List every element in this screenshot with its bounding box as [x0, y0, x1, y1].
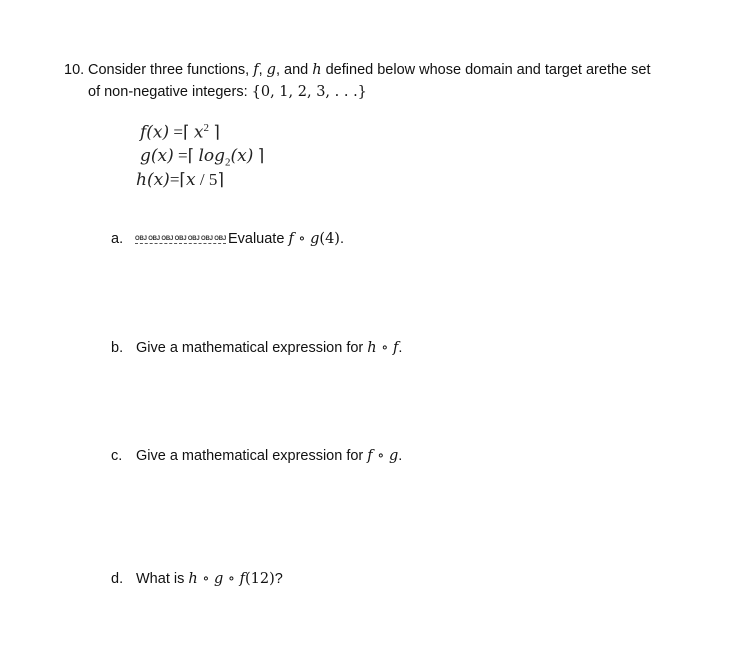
log-operator: log [198, 146, 226, 166]
part-d [136, 571, 283, 587]
definition-g [140, 146, 264, 168]
part-c-letter [111, 448, 122, 464]
argument: (4) [319, 231, 340, 247]
function-f-symbol: f [253, 62, 259, 78]
equals-ceil: =⌈ [173, 146, 199, 165]
function-g-symbol: g [266, 62, 276, 78]
f-exponent: 2 [203, 122, 209, 134]
embedded-object-placeholder[interactable]: OBJ OBJ OBJ OBJ OBJ OBJ OBJ [135, 235, 226, 242]
equals-ceil: =⌈ [169, 122, 194, 142]
intro-text: Consider three functions, [88, 62, 254, 78]
question-number-text: 10. [64, 62, 85, 78]
definition-f [140, 122, 220, 143]
punctuation: . [398, 340, 403, 356]
integer-set: {0, 1, 2, 3, . . .} [251, 84, 367, 100]
composition-expression: f ∘ g [367, 448, 399, 464]
f-argument: x [193, 122, 204, 143]
punctuation: . [398, 448, 403, 464]
punctuation: . [339, 231, 344, 247]
part-letter: d. [111, 571, 124, 587]
part-letter: c. [111, 448, 123, 464]
punctuation: ? [274, 571, 283, 587]
part-b-text: Give a mathematical expression for [136, 340, 368, 356]
part-letter: b. [111, 340, 124, 356]
part-d-letter [111, 571, 123, 587]
log-base: 2 [225, 156, 231, 169]
h-lhs: h(x) [136, 170, 170, 190]
part-letter: a. [111, 231, 124, 247]
part-a [135, 231, 344, 247]
intro-text: defined below whose domain and target arethe set [321, 62, 651, 78]
part-a-text: Evaluate [227, 231, 289, 247]
separator: , [258, 62, 267, 78]
ceil-close: ⌉ [253, 146, 265, 165]
composition-expression: f ∘ g [288, 231, 320, 247]
intro-text: of non-negative integers: [88, 84, 252, 100]
composition-expression: h ∘ f [367, 340, 399, 356]
part-d-text: What is [136, 571, 189, 587]
part-c-text: Give a mathematical expression for [136, 448, 368, 464]
definition-h [136, 170, 224, 190]
function-h-symbol: h [312, 62, 322, 78]
question-intro-line2 [88, 84, 367, 100]
part-b [136, 340, 402, 356]
separator: , and [275, 62, 313, 78]
ceil-close: ⌉ [217, 170, 225, 189]
part-c [136, 448, 402, 464]
part-a-letter [111, 231, 123, 247]
composition-expression: h ∘ g ∘ f [188, 571, 246, 587]
h-argument: x [186, 170, 196, 190]
g-lhs: g(x) [140, 146, 174, 166]
question-number [64, 62, 84, 78]
part-b-letter [111, 340, 123, 356]
g-argument: (x) [230, 146, 254, 166]
argument: (12) [245, 571, 275, 587]
f-lhs: f(x) [140, 122, 170, 143]
ceil-close: ⌉ [208, 122, 220, 142]
question-intro-line1 [88, 62, 650, 78]
h-divisor: / 5 [195, 170, 218, 189]
equals-ceil: =⌈ [169, 170, 187, 189]
